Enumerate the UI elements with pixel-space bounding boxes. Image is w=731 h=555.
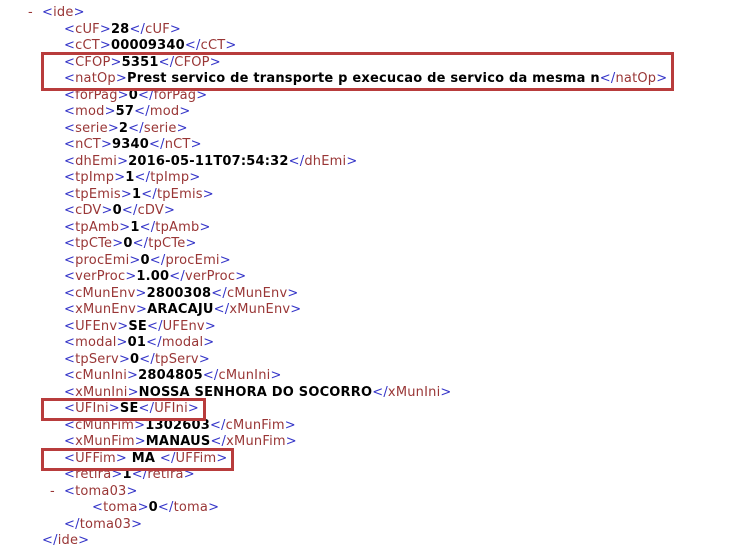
tag-name: UFIni [154,401,188,416]
xml-line-modal-element [0,335,731,352]
xml-line-natOp-element [0,71,731,88]
bracket: < [64,21,76,37]
tag-name: cUF [145,21,170,37]
tag-name: tpEmis [156,186,203,202]
bracket: > [100,137,113,152]
xml-line-verProc-element [0,269,731,286]
tag-name: UFIni [75,401,109,416]
bracket: </ [134,170,151,185]
line-content [64,236,197,253]
bracket: > [190,137,202,152]
bracket: > [108,401,120,416]
bracket: < [64,137,76,152]
tag-name: tpAmb [75,219,120,235]
tag-name: serie [75,120,108,136]
bracket: > [202,186,214,202]
tag-value: 2800308 [146,285,212,301]
tag-name: cMunFim [225,417,285,433]
line-content [50,483,138,501]
tag-name: natOp [75,71,116,86]
bracket: < [64,87,76,103]
xml-line-nCT-element [0,137,731,154]
bracket: > [73,5,85,20]
bracket: > [189,170,201,185]
tag-name: retira [75,467,112,482]
bracket: > [176,120,188,136]
bracket: < [64,54,76,70]
bracket: > [196,87,208,103]
bracket: < [64,467,76,482]
bracket: < [64,219,76,235]
line-content [64,203,175,220]
tag-value: Prest servico de transporte p execucao de servico da mesma n [126,71,600,86]
tag-name: modal [161,335,204,350]
tag-name: cDV [75,203,102,218]
bracket: </ [213,302,230,317]
xml-line-cCT-element [0,38,731,55]
tag-value: ARACAJU [147,302,214,317]
tag-name: dhEmi [304,153,347,169]
bracket: > [114,170,126,185]
line-content [28,5,85,22]
xml-line-cMunIni-element [0,368,731,385]
xml-line-xMunFim-element [0,434,731,451]
bracket: > [107,120,119,136]
tag-name: cMunEnv [75,285,136,301]
line-content [64,286,298,303]
tag-value: 9340 [112,137,150,152]
bracket: < [64,335,76,350]
tag-name: xMunFim [75,434,135,449]
tag-name: xMunEnv [75,302,137,317]
tag-name: verProc [75,269,126,284]
bracket: > [187,401,199,416]
tag-value: 00009340 [110,38,185,53]
line-content [64,385,452,402]
bracket: > [78,533,90,548]
bracket: < [64,417,76,433]
tag-name: tpServ [75,351,119,367]
tag-value: MANAUS [145,434,211,449]
tag-value: SE [119,401,139,416]
bracket: < [64,351,76,367]
tag-value: SE [128,318,147,334]
bracket: </ [209,417,226,433]
tag-name: dhEmi [75,153,118,169]
bracket: > [119,219,131,235]
bracket: </ [139,219,156,235]
line-content [64,88,207,105]
line-content [42,533,89,550]
tag-name: toma03 [79,516,132,532]
line-content [64,269,246,286]
tag-name: verProc [184,269,236,284]
tag-value: 2 [118,120,129,136]
bracket: > [199,219,211,235]
bracket: > [118,351,131,367]
bracket: > [164,203,176,218]
bracket: < [64,71,76,86]
bracket: > [440,384,452,400]
tag-name: forPag [153,87,197,103]
xml-line-dhEmi-element [0,154,731,171]
bracket: > [284,417,296,433]
bracket: </ [159,450,176,466]
bracket: > [208,500,220,515]
tag-name: procEmi [75,252,130,268]
collapse-toggle-icon[interactable]: - [28,5,33,20]
bracket: </ [139,351,155,367]
tag-name: xMunFim [226,434,286,449]
tag-name: UFFim [175,450,217,466]
xml-line-toma-element [0,500,731,517]
bracket: < [42,5,54,20]
bracket: > [129,252,141,268]
line-content [64,352,210,369]
tag-name: mod [75,104,105,119]
bracket: > [127,384,139,400]
line-content [64,121,188,138]
tag-name: toma03 [75,483,127,499]
bracket: > [209,54,221,70]
tag-name: cMunEnv [226,285,288,301]
xml-line-UFEnv-element [0,319,731,336]
bracket: < [64,236,76,251]
bracket: </ [169,269,185,284]
line-content [64,434,297,451]
tag-value: 0 [123,236,133,251]
xml-line-retira-element [0,467,731,484]
tag-name: ide [57,533,79,548]
tag-value: 2016-05-11T07:54:32 [128,153,289,169]
bracket: </ [131,467,148,482]
bracket: </ [149,252,166,268]
bracket: </ [372,384,388,400]
tag-name: retira [147,467,184,482]
xml-line-serie-element [0,121,731,138]
tag-name: tpEmis [75,186,121,202]
tag-value: 1 [125,170,135,185]
tag-value: 1 [132,186,142,202]
bracket: </ [157,500,174,515]
xml-line-mod-element [0,104,731,121]
line-content [64,220,211,237]
tag-name: natOp [615,71,657,86]
bracket: > [117,153,129,169]
bracket: </ [141,186,157,202]
bracket: < [64,203,76,218]
line-content [64,517,142,534]
line-content [64,368,282,385]
line-content [92,500,219,517]
bracket: > [135,285,147,301]
tag-name: tpServ [154,351,199,367]
xml-line-xMunIni-element [0,385,731,402]
bracket: </ [128,120,144,136]
bracket: > [136,302,148,317]
bracket: < [64,434,76,449]
tag-name: xMunIni [387,384,441,400]
xml-line-tpCTe-element [0,236,731,253]
tag-value: 0 [128,87,138,103]
tag-name: cMunIni [218,368,271,383]
xml-line-xMunEnv-element [0,302,731,319]
tag-name: toma [103,500,138,515]
tag-value: 5351 [121,54,159,70]
tag-value: 1 [122,467,132,482]
bracket: > [219,252,231,268]
tag-name: UFEnv [162,318,205,334]
bracket: > [235,269,247,284]
line-content [64,335,214,352]
line-content [64,302,301,319]
line-content [64,418,296,435]
bracket: > [134,417,146,433]
bracket: > [183,467,195,482]
bracket: </ [211,285,227,301]
tag-name: forPag [75,87,118,103]
bracket: < [92,500,104,515]
bracket: > [117,318,129,334]
tag-name: cDV [137,203,164,218]
bracket: </ [210,434,227,449]
bracket: > [115,71,127,86]
tag-name: xMunEnv [229,302,291,317]
bracket: </ [184,38,201,53]
xml-line-forPag-element [0,88,731,105]
bracket: > [99,21,111,37]
bracket: > [110,54,122,70]
tag-value: 0 [148,500,158,515]
tag-value: 28 [110,21,130,37]
tag-value: NOSSA SENHORA DO SOCORRO [138,384,373,400]
bracket: </ [121,203,138,218]
bracket: > [198,351,210,367]
bracket: </ [129,21,146,37]
tag-name: nCT [75,137,101,152]
tag-value: 0 [140,252,150,268]
bracket: > [126,483,138,499]
line-content [64,55,221,72]
line-content [64,253,231,270]
bracket: </ [158,54,175,70]
xml-line-tpEmis-element [0,187,731,204]
tag-name: UFFim [75,450,116,466]
bracket: > [204,318,216,334]
xml-line-cDV-element [0,203,731,220]
line-content [64,154,357,171]
bracket: > [169,21,181,37]
line-content [64,451,227,468]
collapse-toggle-icon[interactable]: - [50,483,55,499]
bracket: < [64,170,76,185]
bracket: > [101,203,113,218]
bracket: </ [146,335,162,350]
bracket: </ [146,318,163,334]
bracket: < [64,269,76,284]
tag-name: cMunIni [75,368,128,383]
line-content [64,319,216,336]
line-content [64,104,190,121]
bracket: > [134,434,146,449]
xml-line-tpAmb-element [0,220,731,237]
tag-name: xMunIni [75,384,128,400]
line-content [64,71,667,88]
tag-name: toma [173,500,209,515]
tag-name: tpCTe [75,236,113,251]
bracket: > [216,450,228,466]
xml-line-cMunFim-element [0,418,731,435]
line-content [64,467,195,484]
xml-line-toma03-close [0,517,731,534]
tag-name: tpAmb [155,219,200,235]
bracket: > [287,285,299,301]
tag-value: 1302603 [145,417,210,433]
tag-name: tpCTe [148,236,186,251]
xml-line-tpServ-element [0,352,731,369]
bracket: < [64,368,76,383]
bracket: < [64,302,76,317]
tag-value: 1 [130,219,140,235]
tag-value: 0 [130,351,140,367]
bracket: > [290,302,302,317]
tag-name: UFEnv [75,318,118,334]
bracket: < [64,401,76,416]
tag-name: procEmi [165,252,220,268]
bracket: > [137,500,149,515]
tag-name: cCT [75,38,100,53]
bracket: > [104,104,116,119]
xml-line-tpImp-element [0,170,731,187]
tag-name: nCT [164,137,191,152]
bracket: > [203,335,215,350]
bracket: < [64,104,76,119]
tag-value: 0 [112,203,122,218]
bracket: </ [138,401,155,416]
tag-name: mod [149,104,180,119]
bracket: > [112,236,124,251]
bracket: </ [288,153,305,169]
tag-name: CFOP [174,54,210,70]
tag-name: tpImp [150,170,190,185]
bracket: </ [202,368,219,383]
bracket: </ [134,104,150,119]
xml-line-UFFim-element [0,451,731,468]
bracket: </ [64,516,80,532]
xml-line-procEmi-element [0,253,731,270]
bracket: > [99,38,111,53]
tag-name: modal [75,335,117,350]
bracket: < [64,252,76,268]
tag-value: 01 [127,335,147,350]
bracket: > [179,104,191,119]
tag-value: 2804805 [138,368,203,383]
bracket: > [131,516,143,532]
bracket: > [285,434,297,449]
bracket: < [64,318,76,334]
bracket: < [64,38,76,53]
line-content [64,137,202,154]
xml-line-cUF-element [0,22,731,39]
line-content [64,187,214,204]
tag-value: 57 [115,104,135,119]
bracket: > [125,269,137,284]
bracket: </ [132,236,149,251]
bracket: > [115,450,127,466]
bracket: > [116,335,128,350]
tag-name: serie [143,120,177,136]
line-content [64,170,200,187]
bracket: > [656,71,668,86]
line-content [64,401,199,418]
bracket: < [64,120,76,136]
xml-line-UFIni-element [0,401,731,418]
bracket: < [64,450,76,466]
tag-name: tpImp [75,170,115,185]
line-content [64,38,236,55]
tag-name: cMunFim [75,417,135,433]
xml-line-ide-close [0,533,731,550]
bracket: < [64,483,76,499]
tag-value: MA [127,450,160,466]
bracket: > [346,153,358,169]
bracket: > [120,186,132,202]
tag-value: 1.00 [136,269,170,284]
bracket: </ [42,533,58,548]
tag-name: CFOP [75,54,111,70]
bracket: </ [599,71,616,86]
xml-line-cMunEnv-element [0,286,731,303]
bracket: > [111,467,123,482]
bracket: </ [138,87,154,103]
bracket: > [127,368,139,383]
bracket: < [64,285,76,301]
xml-line-ide-open [0,5,731,22]
line-content [64,22,181,39]
bracket: > [225,38,237,53]
bracket: < [64,186,76,202]
bracket: > [270,368,282,383]
tag-name: ide [53,5,74,20]
bracket: > [185,236,197,251]
bracket: < [64,384,76,400]
xml-line-toma03-open [0,484,731,501]
xml-line-CFOP-element [0,55,731,72]
tag-name: cUF [75,21,100,37]
bracket: </ [149,137,165,152]
bracket: > [117,87,129,103]
tag-name: cCT [200,38,226,53]
bracket: < [64,153,76,169]
